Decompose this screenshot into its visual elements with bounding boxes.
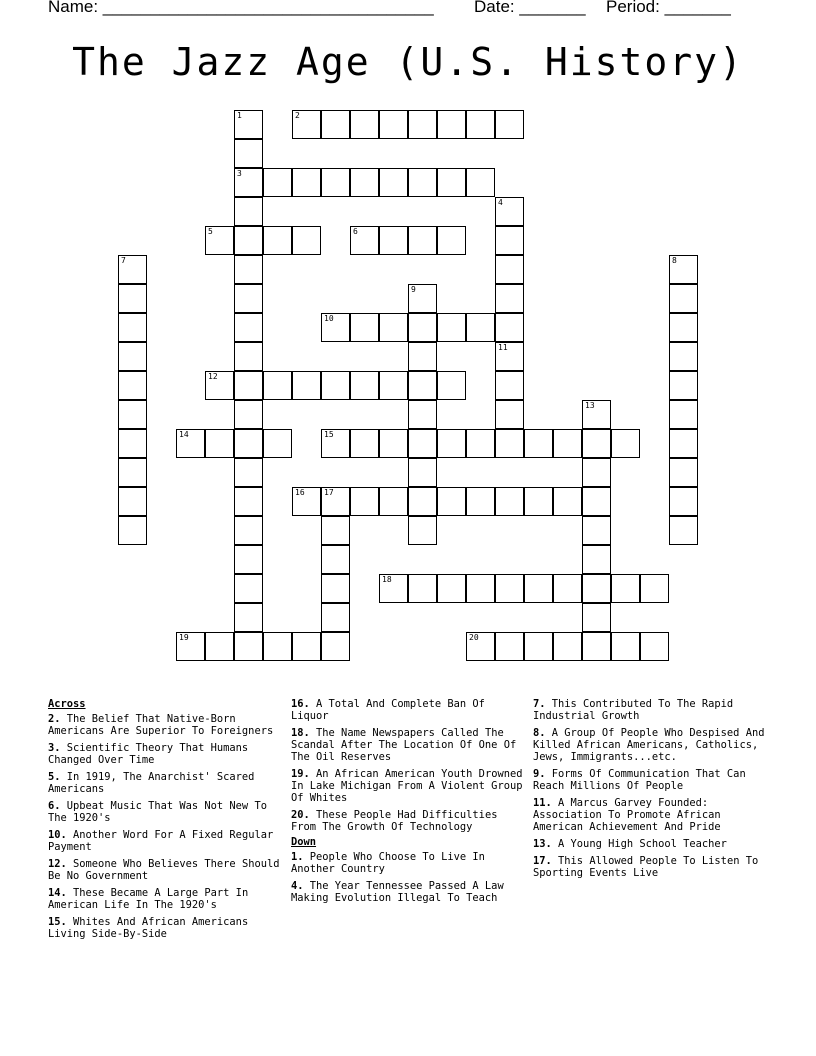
grid-cell[interactable] [408,342,437,371]
clue-number: 9. [533,768,546,780]
grid-cell[interactable] [582,429,611,458]
grid-cell[interactable] [437,487,466,516]
grid-cell[interactable] [350,429,379,458]
grid-cell[interactable] [263,371,292,400]
clue-item [291,698,527,722]
clue-number: 17. [533,855,552,867]
grid-cell[interactable] [263,429,292,458]
clue-item [533,768,773,792]
clue-item [533,855,773,879]
clue-number: 16. [291,698,310,710]
grid-cell[interactable] [611,429,640,458]
grid-cell[interactable] [234,284,263,313]
grid-cell[interactable] [379,487,408,516]
grid-cell[interactable] [495,400,524,429]
clue-number: 1. [291,851,304,863]
grid-cell[interactable] [669,516,698,545]
grid-cell[interactable] [321,168,350,197]
grid-cell[interactable] [495,632,524,661]
grid-cell[interactable] [495,226,524,255]
grid-cell[interactable] [437,313,466,342]
grid-cell[interactable] [321,313,350,342]
clue-number: 12. [48,858,67,870]
cell-number: 9 [411,285,416,294]
clue-item [291,851,527,875]
clue-column-2 [291,698,527,909]
clue-number: 5. [48,771,61,783]
grid-cell[interactable] [350,313,379,342]
grid-cell[interactable] [234,226,263,255]
grid-cell[interactable] [669,342,698,371]
grid-cell[interactable] [669,255,698,284]
cell-number: 5 [208,227,213,236]
grid-cell[interactable] [524,487,553,516]
grid-cell[interactable] [350,168,379,197]
clue-item [533,727,773,763]
grid-cell[interactable] [495,371,524,400]
grid-cell[interactable] [669,284,698,313]
grid-cell[interactable] [408,110,437,139]
grid-cell[interactable] [118,429,147,458]
grid-cell[interactable] [611,574,640,603]
grid-cell[interactable] [495,574,524,603]
grid-cell[interactable] [495,110,524,139]
clue-text: These People Had Difficulties From The Growth Of Technology [291,809,498,833]
clue-number: 2. [48,713,61,725]
cell-number: 12 [208,372,218,381]
clue-item [291,727,527,763]
cell-number: 8 [672,256,677,265]
grid-cell[interactable] [408,487,437,516]
grid-cell[interactable] [408,168,437,197]
grid-cell[interactable] [205,632,234,661]
grid-cell[interactable] [321,632,350,661]
grid-cell[interactable] [292,168,321,197]
clue-text: A Marcus Garvey Founded: Association To Promote African American Achievement And Pride [533,797,721,833]
clue-item [48,713,280,737]
clue-text: These Became A Large Part In American Life In The 1920's [48,887,249,911]
grid-cell[interactable] [292,487,321,516]
grid-cell[interactable] [234,255,263,284]
clue-text: The Belief That Native-Born Americans Are Superior To Foreigners [48,713,274,737]
clue-text: This Contributed To The Rapid Industrial Growth [533,698,734,722]
name-field[interactable]: Name: ___________________________________ [48,0,434,16]
grid-cell[interactable] [118,342,147,371]
clue-item [48,771,280,795]
grid-cell[interactable] [553,429,582,458]
clue-number: 6. [48,800,61,812]
clue-number: 10. [48,829,67,841]
grid-cell[interactable] [263,226,292,255]
grid-cell[interactable] [234,371,263,400]
cell-number: 17 [324,488,334,497]
grid-cell[interactable] [379,574,408,603]
grid-cell[interactable] [234,139,263,168]
period-field[interactable]: Period: _______ [606,0,731,16]
grid-cell[interactable] [466,574,495,603]
grid-cell[interactable] [408,516,437,545]
clue-text: The Year Tennessee Passed A Law Making Evolution Illegal To Teach [291,880,504,904]
clue-column-1 [48,698,280,945]
grid-cell[interactable] [176,632,205,661]
grid-cell[interactable] [263,632,292,661]
grid-cell[interactable] [118,284,147,313]
grid-cell[interactable] [321,371,350,400]
grid-cell[interactable] [321,545,350,574]
clue-number: 13. [533,838,552,850]
grid-cell[interactable] [205,429,234,458]
grid-cell[interactable] [437,574,466,603]
clue-column-3 [533,698,773,884]
grid-cell[interactable] [350,371,379,400]
grid-cell[interactable] [495,313,524,342]
clue-number: 15. [48,916,67,928]
grid-cell[interactable] [379,429,408,458]
cell-number: 7 [121,256,126,265]
grid-cell[interactable] [466,429,495,458]
grid-cell[interactable] [582,574,611,603]
grid-cell[interactable] [466,110,495,139]
grid-cell[interactable] [234,516,263,545]
clue-number: 3. [48,742,61,754]
grid-cell[interactable] [524,429,553,458]
grid-cell[interactable] [350,110,379,139]
grid-cell[interactable] [669,458,698,487]
grid-cell[interactable] [669,429,698,458]
grid-cell[interactable] [234,313,263,342]
grid-cell[interactable] [582,516,611,545]
grid-cell[interactable] [408,574,437,603]
grid-cell[interactable] [321,574,350,603]
clue-number: 19. [291,768,310,780]
grid-cell[interactable] [408,284,437,313]
grid-cell[interactable] [553,487,582,516]
cell-number: 16 [295,488,305,497]
cell-number: 18 [382,575,392,584]
grid-cell[interactable] [466,487,495,516]
grid-cell[interactable] [495,197,524,226]
grid-cell[interactable] [234,545,263,574]
grid-cell[interactable] [118,255,147,284]
grid-cell[interactable] [408,400,437,429]
grid-cell[interactable] [582,632,611,661]
grid-cell[interactable] [350,226,379,255]
grid-cell[interactable] [669,313,698,342]
clue-text: A Group Of People Who Despised And Killed African Americans, Catholics, Jews, Immigrants...etc. [533,727,765,763]
grid-cell[interactable] [205,226,234,255]
clue-text: In 1919, The Anarchist' Scared Americans [48,771,255,795]
grid-cell[interactable] [524,574,553,603]
grid-cell[interactable] [292,226,321,255]
clue-number: 14. [48,887,67,899]
grid-cell[interactable] [176,429,205,458]
grid-cell[interactable] [234,632,263,661]
grid-cell[interactable] [321,429,350,458]
clue-item [48,829,280,853]
cell-number: 2 [295,111,300,120]
grid-cell[interactable] [321,603,350,632]
grid-cell[interactable] [466,168,495,197]
grid-cell[interactable] [408,371,437,400]
grid-cell[interactable] [234,574,263,603]
clue-text: Another Word For A Fixed Regular Payment [48,829,274,853]
clue-text: Whites And African Americans Living Side-By-Side [48,916,249,940]
clue-item [48,800,280,824]
grid-cell[interactable] [292,110,321,139]
grid-cell[interactable] [118,458,147,487]
clue-number: 7. [533,698,546,710]
grid-cell[interactable] [553,632,582,661]
clue-number: 20. [291,809,310,821]
grid-cell[interactable] [553,574,582,603]
cell-number: 13 [585,401,595,410]
grid-cell[interactable] [437,110,466,139]
down-heading: Down [291,836,317,848]
grid-cell[interactable] [379,110,408,139]
grid-cell[interactable] [234,342,263,371]
grid-cell[interactable] [350,487,379,516]
grid-cell[interactable] [669,371,698,400]
clue-item [533,797,773,833]
grid-cell[interactable] [234,110,263,139]
grid-cell[interactable] [292,371,321,400]
grid-cell[interactable] [234,603,263,632]
grid-cell[interactable] [234,429,263,458]
grid-cell[interactable] [437,226,466,255]
clue-item [533,838,773,850]
clue-number: 8. [533,727,546,739]
cell-number: 14 [179,430,189,439]
grid-cell[interactable] [437,371,466,400]
grid-cell[interactable] [669,487,698,516]
grid-cell[interactable] [379,226,408,255]
cell-number: 1 [237,111,242,120]
clue-item [48,742,280,766]
grid-cell[interactable] [118,400,147,429]
clue-text: Forms Of Communication That Can Reach Millions Of People [533,768,746,792]
grid-cell[interactable] [234,487,263,516]
clue-text: Upbeat Music That Was Not New To The 1920's [48,800,267,824]
grid-cell[interactable] [118,487,147,516]
clue-number: 11. [533,797,552,809]
grid-cell[interactable] [118,371,147,400]
grid-cell[interactable] [466,313,495,342]
grid-cell[interactable] [379,313,408,342]
clue-item [291,768,527,804]
clue-item [533,698,773,722]
grid-cell[interactable] [292,632,321,661]
grid-cell[interactable] [437,429,466,458]
clue-text: A Total And Complete Ban Of Liquor [291,698,485,722]
grid-cell[interactable] [379,168,408,197]
grid-cell[interactable] [669,400,698,429]
clue-text: The Name Newspapers Called The Scandal After The Location Of One Of The Oil Reserves [291,727,517,763]
clue-text: This Allowed People To Listen To Sporting Events Live [533,855,759,879]
grid-cell[interactable] [582,545,611,574]
cell-number: 15 [324,430,334,439]
cell-number: 11 [498,343,508,352]
grid-cell[interactable] [582,487,611,516]
clue-text: A Young High School Teacher [551,838,727,850]
grid-cell[interactable] [582,603,611,632]
grid-cell[interactable] [640,574,669,603]
clue-text: Scientific Theory That Humans Changed Over Time [48,742,249,766]
grid-cell[interactable] [263,168,292,197]
across-heading: Across [48,698,86,710]
grid-cell[interactable] [437,168,466,197]
cell-number: 6 [353,227,358,236]
grid-cell[interactable] [408,429,437,458]
grid-cell[interactable] [234,168,263,197]
clue-text: People Who Choose To Live In Another Country [291,851,485,875]
grid-cell[interactable] [118,516,147,545]
grid-cell[interactable] [234,458,263,487]
grid-cell[interactable] [495,255,524,284]
cell-number: 3 [237,169,242,178]
clue-item [48,858,280,882]
clue-text: Someone Who Believes There Should Be No Government [48,858,280,882]
grid-cell[interactable] [321,487,350,516]
grid-cell[interactable] [379,371,408,400]
grid-cell[interactable] [495,284,524,313]
grid-cell[interactable] [466,632,495,661]
grid-cell[interactable] [582,400,611,429]
grid-cell[interactable] [640,632,669,661]
clue-item [291,880,527,904]
clue-number: 4. [291,880,304,892]
grid-cell[interactable] [321,516,350,545]
grid-cell[interactable] [234,197,263,226]
grid-cell[interactable] [524,632,553,661]
clue-item [291,809,527,833]
cell-number: 4 [498,198,503,207]
grid-cell[interactable] [495,487,524,516]
page-title: The Jazz Age (U.S. History) [72,40,744,84]
grid-cell[interactable] [321,110,350,139]
grid-cell[interactable] [408,313,437,342]
grid-cell[interactable] [234,400,263,429]
cell-number: 20 [469,633,479,642]
grid-cell[interactable] [495,429,524,458]
clue-item [48,887,280,911]
grid-cell[interactable] [205,371,234,400]
date-field[interactable]: Date: _______ [474,0,586,16]
clue-text: An African American Youth Drowned In Lake Michigan From A Violent Group Of Whites [291,768,523,804]
cell-number: 19 [179,633,189,642]
grid-cell[interactable] [582,458,611,487]
grid-cell[interactable] [611,632,640,661]
grid-cell[interactable] [408,458,437,487]
grid-cell[interactable] [495,342,524,371]
cell-number: 10 [324,314,334,323]
grid-cell[interactable] [118,313,147,342]
clue-number: 18. [291,727,310,739]
grid-cell[interactable] [408,226,437,255]
clue-item [48,916,280,940]
